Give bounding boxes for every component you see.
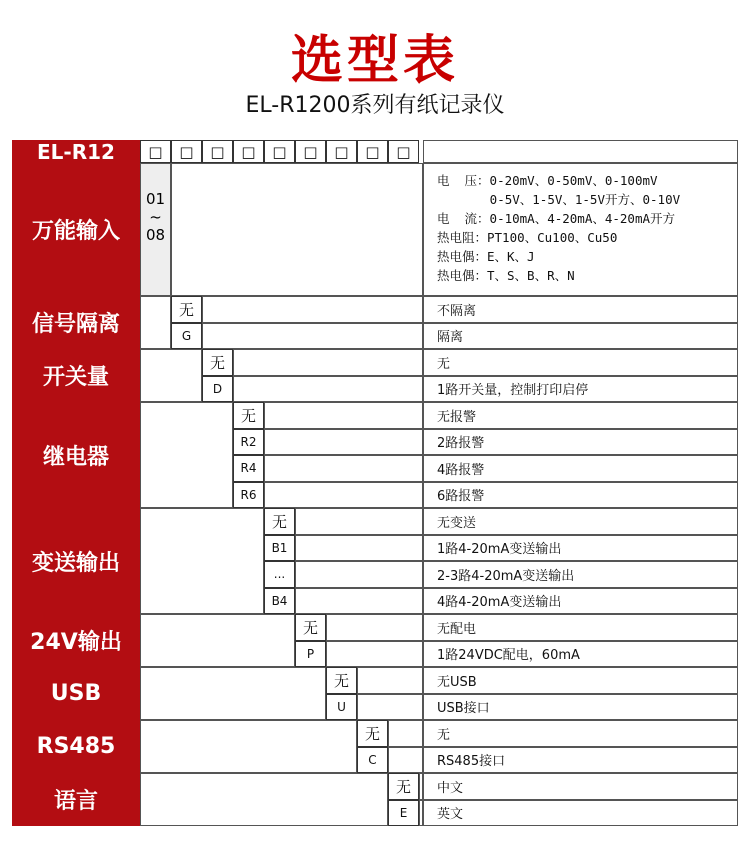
option-desc: 无USB bbox=[423, 667, 738, 694]
option-desc: 无 bbox=[423, 720, 738, 747]
input-code-text: ~ bbox=[149, 208, 162, 226]
group-blank bbox=[140, 508, 264, 614]
option-desc: 英文 bbox=[423, 800, 738, 827]
group-blank bbox=[140, 720, 357, 773]
group-blank bbox=[140, 296, 171, 349]
option-blank bbox=[264, 482, 423, 509]
option-code: B1 bbox=[264, 535, 295, 562]
option-blank bbox=[357, 667, 423, 694]
option-desc: USB接口 bbox=[423, 694, 738, 721]
option-code: 无 bbox=[357, 720, 388, 747]
page-title: 选型表 bbox=[290, 31, 459, 91]
page-subtitle: EL-R1200系列有纸记录仪 bbox=[245, 93, 505, 118]
option-blank bbox=[233, 376, 423, 403]
input-spec-list bbox=[423, 163, 738, 296]
input-code-range bbox=[140, 163, 171, 296]
option-code: G bbox=[171, 323, 202, 350]
category-label: 信号隔离 bbox=[12, 296, 140, 349]
input-spec-line: 电 流：0-10mA、4-20mA、4-20mA开方 bbox=[437, 211, 676, 226]
model-header: EL-R12 bbox=[12, 140, 140, 163]
option-desc: 4路4-20mA变送输出 bbox=[423, 588, 738, 615]
option-code: R2 bbox=[233, 429, 264, 456]
option-desc: 无变送 bbox=[423, 508, 738, 535]
option-blank bbox=[233, 349, 423, 376]
option-code: 无 bbox=[388, 773, 419, 800]
option-desc: 无配电 bbox=[423, 614, 738, 641]
option-blank bbox=[295, 561, 423, 588]
option-desc: 6路报警 bbox=[423, 482, 738, 509]
option-code: D bbox=[202, 376, 233, 403]
category-label: 24V输出 bbox=[12, 614, 140, 667]
option-code: 无 bbox=[295, 614, 326, 641]
option-blank bbox=[264, 455, 423, 482]
code-slot-box: □ bbox=[357, 140, 388, 163]
option-desc: 1路开关量，控制打印启停 bbox=[423, 376, 738, 403]
option-blank bbox=[202, 323, 423, 350]
input-code-text: 08 bbox=[145, 226, 166, 244]
option-desc: 不隔离 bbox=[423, 296, 738, 323]
code-slot-box: □ bbox=[233, 140, 264, 163]
option-desc: 无报警 bbox=[423, 402, 738, 429]
option-code: 无 bbox=[233, 402, 264, 429]
option-desc: 4路报警 bbox=[423, 455, 738, 482]
category-label: USB bbox=[12, 667, 140, 720]
option-code: E bbox=[388, 800, 419, 827]
option-blank bbox=[264, 402, 423, 429]
option-code: B4 bbox=[264, 588, 295, 615]
group-blank bbox=[140, 667, 326, 720]
input-spec-line: 热电阻：PT100、Cu100、Cu50 bbox=[437, 230, 618, 245]
option-code: R6 bbox=[233, 482, 264, 509]
category-label: RS485 bbox=[12, 720, 140, 773]
option-desc: 2-3路4-20mA变送输出 bbox=[423, 561, 738, 588]
category-label: 变送输出 bbox=[12, 508, 140, 614]
group-blank bbox=[140, 773, 388, 826]
input-spec-line: 0-5V、1-5V、1-5V开方、0-10V bbox=[437, 192, 681, 207]
option-desc: 中文 bbox=[423, 773, 738, 800]
option-blank bbox=[295, 508, 423, 535]
option-blank bbox=[326, 614, 423, 641]
option-blank bbox=[202, 296, 423, 323]
code-slot-box: □ bbox=[295, 140, 326, 163]
option-code: 无 bbox=[326, 667, 357, 694]
option-blank bbox=[295, 535, 423, 562]
option-code: P bbox=[295, 641, 326, 668]
option-code: C bbox=[357, 747, 388, 774]
option-code: ... bbox=[264, 561, 295, 588]
option-code: 无 bbox=[171, 296, 202, 323]
option-blank bbox=[264, 429, 423, 456]
category-label: 继电器 bbox=[12, 402, 140, 508]
group-blank bbox=[140, 349, 202, 402]
input-spec-line: 热电偶：E、K、J bbox=[437, 249, 535, 264]
input-spec-line: 热电偶：T、S、B、R、N bbox=[437, 268, 575, 283]
input-blank bbox=[171, 163, 423, 296]
code-slot-box: □ bbox=[264, 140, 295, 163]
input-spec-line: 电 压：0-20mV、0-50mV、0-100mV bbox=[437, 173, 658, 188]
option-blank bbox=[388, 720, 423, 747]
option-code: 无 bbox=[264, 508, 295, 535]
option-code: R4 bbox=[233, 455, 264, 482]
option-desc: 无 bbox=[423, 349, 738, 376]
group-blank bbox=[140, 402, 233, 508]
group-blank bbox=[140, 614, 295, 667]
category-label: 开关量 bbox=[12, 349, 140, 402]
code-slot-box: □ bbox=[326, 140, 357, 163]
input-code-text: 01 bbox=[145, 190, 166, 208]
option-desc: 1路24VDC配电，60mA bbox=[423, 641, 738, 668]
option-desc: 隔离 bbox=[423, 323, 738, 350]
header-desc-blank bbox=[423, 140, 738, 163]
code-slot-box: □ bbox=[388, 140, 419, 163]
option-desc: 1路4-20mA变送输出 bbox=[423, 535, 738, 562]
option-code: 无 bbox=[202, 349, 233, 376]
category-label: 语言 bbox=[12, 773, 140, 826]
option-blank bbox=[357, 694, 423, 721]
category-label: 万能输入 bbox=[12, 163, 140, 296]
option-desc: 2路报警 bbox=[423, 429, 738, 456]
option-desc: RS485接口 bbox=[423, 747, 738, 774]
option-blank bbox=[388, 747, 423, 774]
option-blank bbox=[295, 588, 423, 615]
code-slot-box: □ bbox=[202, 140, 233, 163]
code-slot-box: □ bbox=[140, 140, 171, 163]
option-blank bbox=[326, 641, 423, 668]
code-slot-box: □ bbox=[171, 140, 202, 163]
option-code: U bbox=[326, 694, 357, 721]
